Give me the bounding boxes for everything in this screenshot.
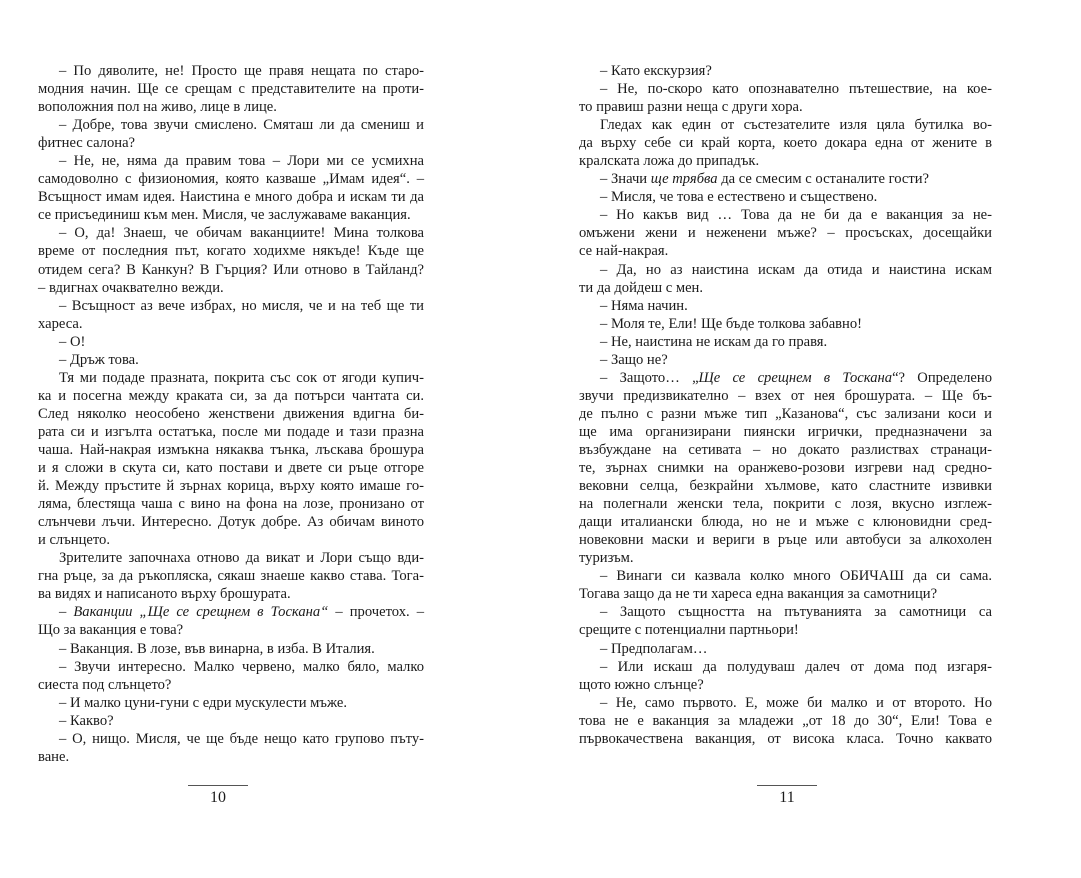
text-line: – Не, само първото. Е, може би малко и от второто. Но [600,694,992,711]
text-line: й. Между пръстите й зърнах корица, върху която имаше го- [38,478,424,495]
text-line: – Значи ще трябва да се смесим с останалите гости? [600,171,930,188]
text-line: Зрителите започнаха отново да викат и Лори също вди- [59,550,424,567]
text-line: Гледах как един от състезателите изля цяла бутилка во- [600,117,992,134]
text-line: – Ваканция. В лозе, във винарна, в изба. В Италия. [59,640,375,657]
text-line: туризъм. [579,550,634,567]
text-line: – Няма начин. [600,297,688,314]
text-line: – О, да! Знаеш, че обичам ваканциите! Мина толкова [59,225,424,242]
text-line: омъжени жени и неженени мъже? – просъсках, досещайки [579,225,992,242]
text-line: де пълно с разни мъже тип „Казанова“, със зализани коси и [579,405,992,422]
text-line: звучи предизвикателно – взех от нея брошурата. – Ще бъ- [579,387,992,404]
left-page-text [38,62,424,766]
left-page-number: 10 [210,789,226,806]
text-line: сиеста под слънцето? [38,676,172,693]
text-line: на полегнали женски тела, покрити с лозя, вкусно изглеж- [579,496,992,513]
text-line: слънчеви лъчи. Интересно. Дотук добре. Аз обичам виното [38,514,424,531]
text-line: ва видях и написаното върху брошурата. [38,586,291,603]
text-line: самодоволно с физиономия, която казваше „Имам идея“. – [38,171,424,188]
text-line: – вдигнах очаквателно вежди. [38,279,224,296]
text-line: – Защо не? [600,351,668,368]
text-line: ляма, блестяща чаша с вино на фона на лозе, пронизано от [38,496,424,513]
text-line: модния начин. Ще се срещам с представителите на проти- [38,81,424,98]
text-line: да върху себе си край корта, което докара една от жените в [579,135,992,152]
text-line: време от последния път, когато ходихме някъде! Къде ще [38,243,424,260]
text-line: – Какво? [59,712,114,729]
text-line: – Не, не, няма да правим това – Лори ми се усмихна [59,153,424,170]
text-line: – Предполагам… [600,640,708,657]
text-line: След няколко неособено женствени движения вдигна би- [38,405,424,422]
left-page-footer-rule [188,785,248,786]
right-page-footer-rule [757,785,817,786]
right-page-text [579,62,992,748]
text-line: – О, нищо. Мисля, че ще бъде нещо като групово пъту- [59,730,424,747]
text-line: – Да, но аз наистина искам да отида и наистина искам [600,261,992,278]
text-line: и слънцето. [38,532,110,549]
text-line: Тогава защо да не ти хареса една ваканция за самотници? [579,586,938,603]
text-line: – Не, наистина не искам да го правя. [600,333,828,350]
text-line: вековни селца, безкрайни хълмове, като сластните извивки [579,478,992,495]
text-line: – Защото същността на пътуванията за самотници са [600,604,992,621]
text-line: дащи италиански блюда, но не и мъже с клюновидни сред- [579,514,992,531]
text-line: отидем сега? В Канкун? В Гърция? Или отново в Тайланд? [38,261,424,278]
text-line: Що за ваканция е това? [38,622,184,639]
text-line: се присъединиш към мен. Мисля, че заслужаваме ваканция. [38,207,411,224]
text-line: – Мисля, че това е естествено и съществено. [600,189,878,206]
text-line: те, зърнах снимки на оранжево-розови изгреви над средно- [579,460,992,477]
text-line: – Дръж това. [59,351,139,368]
right-page-number: 11 [779,789,795,806]
text-line: щото южно слънце? [579,676,704,693]
text-line: фитнес салона? [38,135,136,152]
text-line: воположния пол на живо, лице в лице. [38,99,277,116]
text-line: това не е ваканция за младежи „от 18 до 30“, Ели! Това е [579,712,992,729]
text-line: се най-накрая. [579,243,669,260]
text-line: – Звучи интересно. Малко червено, малко бяло, малко [59,658,424,675]
text-line: ще има организирани пиянски игрички, предназначени за [579,423,992,440]
text-line: рата си и изгълта остатъка, после ми подаде и тази празна [38,423,424,440]
text-line: Всъщност имам идея. Наистина е много добра и искам ти да [38,189,424,206]
text-line: първокачествена ваканция, от висока класа. Точно каквато [579,730,992,747]
text-line: – По дяволите, не! Просто ще правя нещата по старо- [59,63,424,79]
text-line: ти да дойдеш с мен. [579,279,704,296]
text-line: – Не, по-скоро като опознавателно пътешествие, на кое- [600,81,992,98]
text-line: – Добре, това звучи смислено. Смяташ ли да смениш и [59,117,424,134]
text-line: кралската ложа до припадък. [579,153,760,170]
text-line: Тя ми подаде празната, покрита със сок от ягоди купич- [59,369,424,386]
text-line: – Ваканции „Ще се срещнем в Тоскана“ – прочетох. – [59,604,424,621]
text-line: – Защото… „Ще се срещнем в Тоскана“? Определено [600,369,992,386]
text-line: хареса. [38,315,83,332]
text-line: – Но какъв вид … Това да не би да е ваканция за не- [600,207,992,224]
text-line: новековни маски и вериги в ръце или автобуси за алкохолен [579,532,992,549]
text-line: – Като екскурзия? [600,63,712,79]
text-line: – И малко цуни-гуни с едри мускулести мъже. [59,694,347,711]
text-line: и я сложи в скута си, като постави и двете си ръце отгоре [38,460,424,477]
text-line: възбуждане на сетивата – но докато разлиствах странаци- [579,441,992,458]
text-line: – Всъщност аз вече избрах, но мисля, че и на теб ще ти [59,297,424,314]
text-line: – Моля те, Ели! Ще бъде толкова забавно! [600,315,863,332]
text-line: срещите с потенциални партньори! [579,622,799,639]
text-line: – Или искаш да полудуваш далеч от дома под изгаря- [600,658,992,675]
text-line: – О! [59,333,86,350]
text-line: ка и посегна между краката си, за да потърси чантата си. [38,387,424,404]
text-line: ване. [38,748,70,765]
text-line: то правиш разни неща с други хора. [579,99,803,116]
text-line: – Винаги си казвала колко много ОБИЧАШ да си сама. [600,568,992,585]
text-line: гна ръце, за да ръкопляска, сякаш знаеше какво става. Тога- [38,568,424,585]
text-line: чаша. Най-накрая измъкна някаква тънка, лъскава брошура [38,441,424,458]
